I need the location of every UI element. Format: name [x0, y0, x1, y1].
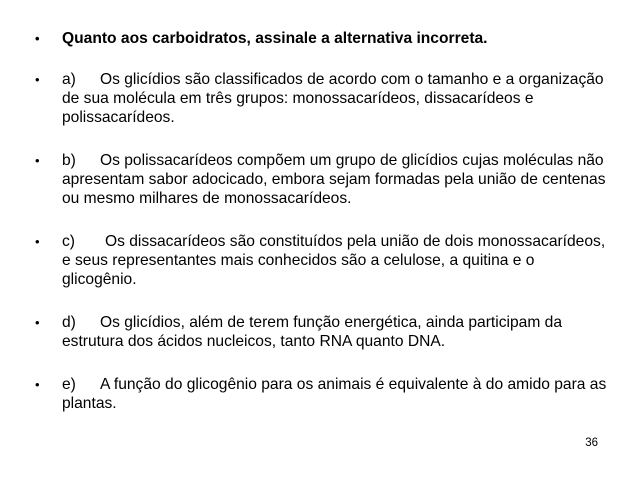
option-letter: e) — [62, 376, 76, 393]
option-text: Os glicídios, além de terem função energética, ainda participam da estrutura dos ácidos nucleicos, tanto RNA quanto DNA. — [62, 314, 562, 350]
option-letter: c) — [62, 233, 75, 250]
option-text: Os dissacarídeos são constituídos pela união de dois monossacarídeos, e seus representantes mais conhecidos são a celulose, a quitina e o glicogênio. — [62, 233, 606, 288]
bullet-list — [35, 29, 610, 437]
option-letter: d) — [62, 314, 76, 331]
option-e — [35, 375, 610, 413]
question-text: Quanto aos carboidratos, assinale a alternativa incorreta. — [62, 30, 488, 47]
bullet-icon: • — [35, 315, 40, 330]
bullet-icon: • — [35, 31, 40, 46]
page-number: 36 — [585, 437, 598, 449]
bullet-icon: • — [35, 153, 40, 168]
option-text: A função do glicogênio para os animais é equivalente à do amido para as plantas. — [62, 376, 607, 412]
option-c — [35, 232, 610, 289]
option-b — [35, 151, 610, 208]
bullet-icon: • — [35, 377, 40, 392]
option-a — [35, 70, 610, 127]
option-d — [35, 313, 610, 351]
question-item — [35, 29, 610, 48]
bullet-icon: • — [35, 234, 40, 249]
option-letter: a) — [62, 71, 76, 88]
option-text: Os glicídios são classificados de acordo com o tamanho e a organização de sua molécula em três grupos: monossacarídeos, dissacarídeos e polissacarídeos. — [62, 71, 604, 126]
option-text: Os polissacarídeos compõem um grupo de glicídios cujas moléculas não apresentam sabor adocicado, embora sejam formadas pela união de centenas ou mesmo milhares de monossacarídeos. — [62, 152, 606, 207]
bullet-icon: • — [35, 72, 40, 87]
option-letter: b) — [62, 152, 76, 169]
